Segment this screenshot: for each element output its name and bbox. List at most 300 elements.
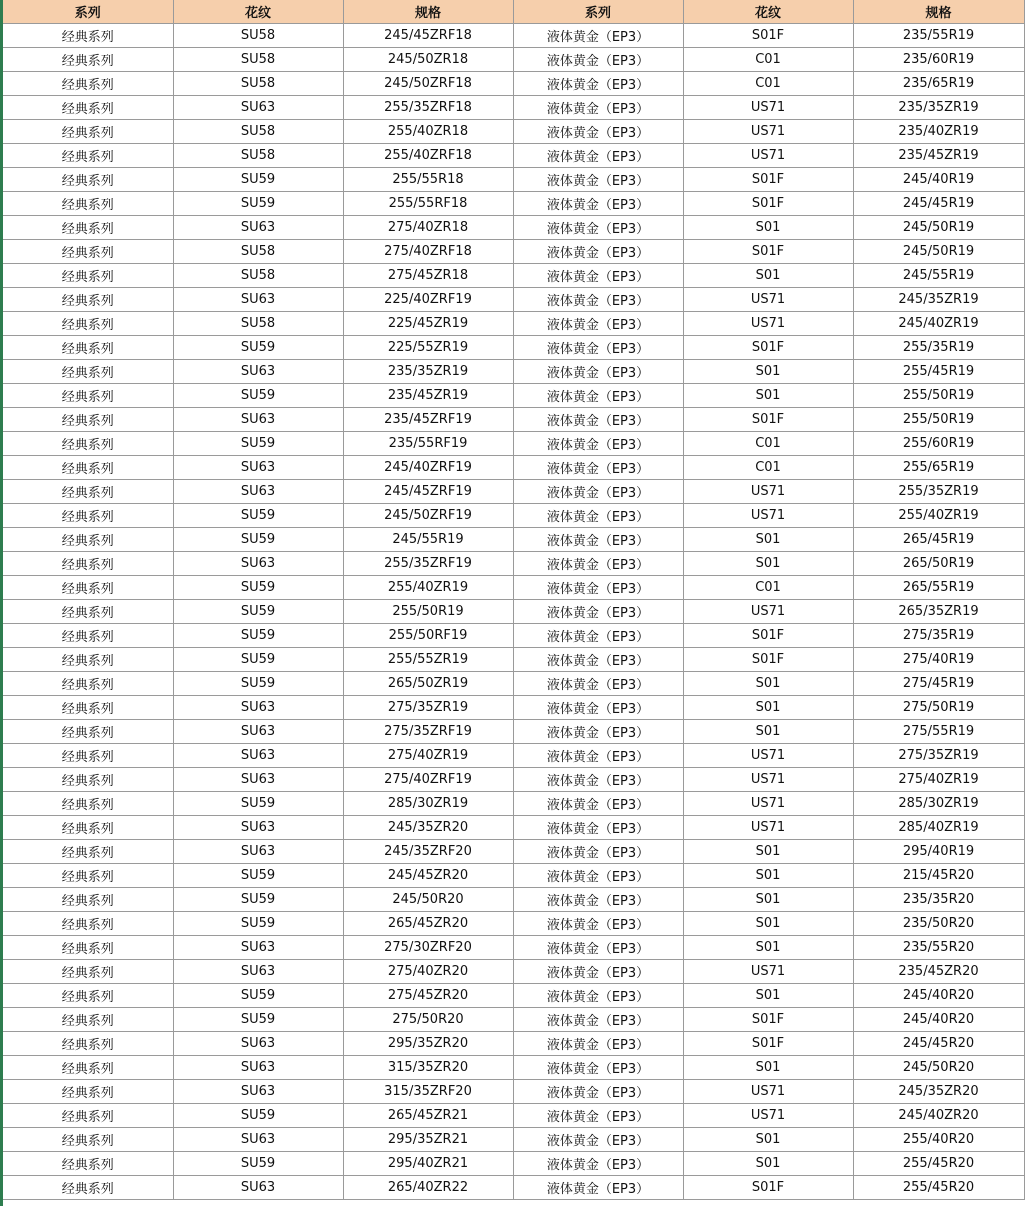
series-cell[interactable]: 液体黄金（EP3）	[513, 264, 683, 288]
pattern-cell[interactable]: SU63	[173, 840, 343, 864]
series-cell[interactable]: 液体黄金（EP3）	[513, 192, 683, 216]
series-cell[interactable]: 经典系列	[3, 192, 173, 216]
spec-cell[interactable]: 315/35ZRF20	[343, 1080, 513, 1104]
series-cell[interactable]: 经典系列	[3, 1056, 173, 1080]
spec-cell[interactable]: 315/35ZR20	[343, 1056, 513, 1080]
pattern-cell[interactable]: SU59	[173, 888, 343, 912]
spec-cell[interactable]: 275/40ZRF19	[343, 768, 513, 792]
pattern-cell[interactable]: SU59	[173, 912, 343, 936]
pattern-cell[interactable]: SU59	[173, 1152, 343, 1176]
series-cell[interactable]: 液体黄金（EP3）	[513, 1032, 683, 1056]
spec-cell[interactable]: 285/40ZR19	[853, 816, 1024, 840]
pattern-cell[interactable]: S01	[683, 216, 853, 240]
series-cell[interactable]: 经典系列	[3, 672, 173, 696]
series-cell[interactable]: 液体黄金（EP3）	[513, 504, 683, 528]
pattern-cell[interactable]: SU58	[173, 48, 343, 72]
pattern-cell[interactable]: C01	[683, 456, 853, 480]
spec-cell[interactable]: 255/35ZRF18	[343, 96, 513, 120]
pattern-cell[interactable]: S01	[683, 696, 853, 720]
spec-cell[interactable]: 245/50R19	[853, 216, 1024, 240]
pattern-cell[interactable]: US71	[683, 600, 853, 624]
spec-cell[interactable]: 245/50R20	[853, 1056, 1024, 1080]
spec-cell[interactable]: 245/45ZRF18	[343, 24, 513, 48]
spec-cell[interactable]: 245/35ZR20	[853, 1080, 1024, 1104]
spec-cell[interactable]: 245/45R20	[853, 1032, 1024, 1056]
pattern-cell[interactable]: S01F	[683, 168, 853, 192]
header-cell-spec-1[interactable]: 规格	[343, 0, 513, 24]
series-cell[interactable]: 液体黄金（EP3）	[513, 1056, 683, 1080]
series-cell[interactable]: 液体黄金（EP3）	[513, 792, 683, 816]
pattern-cell[interactable]: SU63	[173, 936, 343, 960]
pattern-cell[interactable]: US71	[683, 1104, 853, 1128]
header-cell-pattern-1[interactable]: 花纹	[173, 0, 343, 24]
spec-cell[interactable]: 245/50R20	[343, 888, 513, 912]
series-cell[interactable]: 经典系列	[3, 408, 173, 432]
pattern-cell[interactable]: SU63	[173, 1032, 343, 1056]
spec-cell[interactable]: 275/35ZR19	[343, 696, 513, 720]
series-cell[interactable]: 液体黄金（EP3）	[513, 1104, 683, 1128]
spec-cell[interactable]: 245/50R19	[853, 240, 1024, 264]
series-cell[interactable]: 液体黄金（EP3）	[513, 1128, 683, 1152]
spec-cell[interactable]: 275/45R19	[853, 672, 1024, 696]
spec-cell[interactable]: 235/45ZR20	[853, 960, 1024, 984]
spec-cell[interactable]: 275/40ZR20	[343, 960, 513, 984]
pattern-cell[interactable]: SU59	[173, 624, 343, 648]
pattern-cell[interactable]: S01F	[683, 240, 853, 264]
spec-cell[interactable]: 255/50R19	[853, 408, 1024, 432]
spec-cell[interactable]: 275/50R20	[343, 1008, 513, 1032]
pattern-cell[interactable]: S01	[683, 888, 853, 912]
spec-cell[interactable]: 255/65R19	[853, 456, 1024, 480]
series-cell[interactable]: 经典系列	[3, 1176, 173, 1200]
header-cell-series-2[interactable]: 系列	[513, 0, 683, 24]
pattern-cell[interactable]: SU63	[173, 360, 343, 384]
series-cell[interactable]: 液体黄金（EP3）	[513, 600, 683, 624]
spec-cell[interactable]: 245/40R19	[853, 168, 1024, 192]
pattern-cell[interactable]: US71	[683, 816, 853, 840]
pattern-cell[interactable]: SU59	[173, 648, 343, 672]
spec-cell[interactable]: 265/50ZR19	[343, 672, 513, 696]
spec-cell[interactable]: 235/40ZR19	[853, 120, 1024, 144]
spec-cell[interactable]: 275/40ZR19	[343, 744, 513, 768]
pattern-cell[interactable]: S01F	[683, 648, 853, 672]
spec-cell[interactable]: 245/55R19	[343, 528, 513, 552]
spec-cell[interactable]: 235/65R19	[853, 72, 1024, 96]
series-cell[interactable]: 液体黄金（EP3）	[513, 96, 683, 120]
pattern-cell[interactable]: SU63	[173, 456, 343, 480]
series-cell[interactable]: 经典系列	[3, 384, 173, 408]
pattern-cell[interactable]: SU59	[173, 384, 343, 408]
header-cell-spec-2[interactable]: 规格	[853, 0, 1024, 24]
spec-cell[interactable]: 255/45R20	[853, 1176, 1024, 1200]
header-cell-pattern-2[interactable]: 花纹	[683, 0, 853, 24]
series-cell[interactable]: 经典系列	[3, 432, 173, 456]
series-cell[interactable]: 液体黄金（EP3）	[513, 984, 683, 1008]
spec-cell[interactable]: 235/55RF19	[343, 432, 513, 456]
spec-cell[interactable]: 255/45R20	[853, 1152, 1024, 1176]
pattern-cell[interactable]: S01	[683, 672, 853, 696]
series-cell[interactable]: 液体黄金（EP3）	[513, 48, 683, 72]
spec-cell[interactable]: 275/35ZR19	[853, 744, 1024, 768]
pattern-cell[interactable]: SU58	[173, 120, 343, 144]
spec-cell[interactable]: 235/55R20	[853, 936, 1024, 960]
pattern-cell[interactable]: SU63	[173, 1176, 343, 1200]
pattern-cell[interactable]: S01	[683, 1128, 853, 1152]
series-cell[interactable]: 液体黄金（EP3）	[513, 720, 683, 744]
spec-cell[interactable]: 255/35ZRF19	[343, 552, 513, 576]
series-cell[interactable]: 经典系列	[3, 168, 173, 192]
spec-cell[interactable]: 275/40ZR19	[853, 768, 1024, 792]
series-cell[interactable]: 液体黄金（EP3）	[513, 336, 683, 360]
spec-cell[interactable]: 275/40R19	[853, 648, 1024, 672]
series-cell[interactable]: 经典系列	[3, 864, 173, 888]
spec-cell[interactable]: 255/55RF18	[343, 192, 513, 216]
spec-cell[interactable]: 285/30ZR19	[853, 792, 1024, 816]
spec-cell[interactable]: 245/40R20	[853, 984, 1024, 1008]
series-cell[interactable]: 经典系列	[3, 984, 173, 1008]
series-cell[interactable]: 液体黄金（EP3）	[513, 744, 683, 768]
pattern-cell[interactable]: S01	[683, 384, 853, 408]
pattern-cell[interactable]: SU58	[173, 24, 343, 48]
spec-cell[interactable]: 245/50ZRF19	[343, 504, 513, 528]
series-cell[interactable]: 经典系列	[3, 504, 173, 528]
pattern-cell[interactable]: S01	[683, 264, 853, 288]
pattern-cell[interactable]: S01	[683, 984, 853, 1008]
spec-cell[interactable]: 255/60R19	[853, 432, 1024, 456]
spec-cell[interactable]: 235/60R19	[853, 48, 1024, 72]
spec-cell[interactable]: 245/40ZRF19	[343, 456, 513, 480]
series-cell[interactable]: 液体黄金（EP3）	[513, 216, 683, 240]
spec-cell[interactable]: 215/45R20	[853, 864, 1024, 888]
pattern-cell[interactable]: S01F	[683, 336, 853, 360]
pattern-cell[interactable]: SU63	[173, 1080, 343, 1104]
pattern-cell[interactable]: SU63	[173, 1056, 343, 1080]
series-cell[interactable]: 经典系列	[3, 24, 173, 48]
spec-cell[interactable]: 295/35ZR21	[343, 1128, 513, 1152]
spec-cell[interactable]: 245/55R19	[853, 264, 1024, 288]
pattern-cell[interactable]: US71	[683, 312, 853, 336]
series-cell[interactable]: 液体黄金（EP3）	[513, 696, 683, 720]
spec-cell[interactable]: 245/45ZR20	[343, 864, 513, 888]
pattern-cell[interactable]: S01	[683, 840, 853, 864]
series-cell[interactable]: 经典系列	[3, 648, 173, 672]
pattern-cell[interactable]: SU63	[173, 408, 343, 432]
pattern-cell[interactable]: S01	[683, 912, 853, 936]
series-cell[interactable]: 液体黄金（EP3）	[513, 552, 683, 576]
spec-cell[interactable]: 275/30ZRF20	[343, 936, 513, 960]
spec-cell[interactable]: 255/55ZR19	[343, 648, 513, 672]
pattern-cell[interactable]: SU59	[173, 504, 343, 528]
pattern-cell[interactable]: SU58	[173, 264, 343, 288]
spec-cell[interactable]: 295/35ZR20	[343, 1032, 513, 1056]
spec-cell[interactable]: 245/40ZR20	[853, 1104, 1024, 1128]
series-cell[interactable]: 经典系列	[3, 960, 173, 984]
series-cell[interactable]: 液体黄金（EP3）	[513, 408, 683, 432]
spec-cell[interactable]: 255/40R20	[853, 1128, 1024, 1152]
spec-cell[interactable]: 235/45ZRF19	[343, 408, 513, 432]
series-cell[interactable]: 液体黄金（EP3）	[513, 432, 683, 456]
pattern-cell[interactable]: S01	[683, 360, 853, 384]
spec-cell[interactable]: 275/40ZRF18	[343, 240, 513, 264]
series-cell[interactable]: 液体黄金（EP3）	[513, 576, 683, 600]
series-cell[interactable]: 经典系列	[3, 1152, 173, 1176]
pattern-cell[interactable]: SU63	[173, 480, 343, 504]
series-cell[interactable]: 经典系列	[3, 288, 173, 312]
spec-cell[interactable]: 235/50R20	[853, 912, 1024, 936]
pattern-cell[interactable]: SU63	[173, 720, 343, 744]
spec-cell[interactable]: 255/40ZR19	[853, 504, 1024, 528]
spec-cell[interactable]: 265/45ZR21	[343, 1104, 513, 1128]
pattern-cell[interactable]: S01F	[683, 192, 853, 216]
series-cell[interactable]: 液体黄金（EP3）	[513, 240, 683, 264]
spec-cell[interactable]: 265/40ZR22	[343, 1176, 513, 1200]
pattern-cell[interactable]: SU59	[173, 792, 343, 816]
pattern-cell[interactable]: S01	[683, 1056, 853, 1080]
series-cell[interactable]: 经典系列	[3, 120, 173, 144]
pattern-cell[interactable]: S01F	[683, 24, 853, 48]
spec-cell[interactable]: 255/40ZR19	[343, 576, 513, 600]
pattern-cell[interactable]: SU59	[173, 672, 343, 696]
pattern-cell[interactable]: SU59	[173, 432, 343, 456]
spec-cell[interactable]: 255/45R19	[853, 360, 1024, 384]
pattern-cell[interactable]: C01	[683, 576, 853, 600]
series-cell[interactable]: 液体黄金（EP3）	[513, 480, 683, 504]
spec-cell[interactable]: 235/35R20	[853, 888, 1024, 912]
pattern-cell[interactable]: SU59	[173, 576, 343, 600]
series-cell[interactable]: 液体黄金（EP3）	[513, 288, 683, 312]
series-cell[interactable]: 经典系列	[3, 840, 173, 864]
series-cell[interactable]: 经典系列	[3, 264, 173, 288]
pattern-cell[interactable]: SU58	[173, 312, 343, 336]
pattern-cell[interactable]: S01	[683, 720, 853, 744]
spec-cell[interactable]: 295/40R19	[853, 840, 1024, 864]
series-cell[interactable]: 液体黄金（EP3）	[513, 144, 683, 168]
series-cell[interactable]: 经典系列	[3, 48, 173, 72]
series-cell[interactable]: 液体黄金（EP3）	[513, 312, 683, 336]
pattern-cell[interactable]: C01	[683, 48, 853, 72]
pattern-cell[interactable]: SU63	[173, 768, 343, 792]
pattern-cell[interactable]: SU63	[173, 816, 343, 840]
spec-cell[interactable]: 275/50R19	[853, 696, 1024, 720]
spec-cell[interactable]: 225/45ZR19	[343, 312, 513, 336]
spec-cell[interactable]: 245/35ZR20	[343, 816, 513, 840]
spec-cell[interactable]: 235/45ZR19	[853, 144, 1024, 168]
series-cell[interactable]: 经典系列	[3, 360, 173, 384]
series-cell[interactable]: 液体黄金（EP3）	[513, 816, 683, 840]
pattern-cell[interactable]: SU63	[173, 1128, 343, 1152]
series-cell[interactable]: 经典系列	[3, 312, 173, 336]
spec-cell[interactable]: 255/35ZR19	[853, 480, 1024, 504]
pattern-cell[interactable]: US71	[683, 792, 853, 816]
series-cell[interactable]: 经典系列	[3, 144, 173, 168]
spec-cell[interactable]: 295/40ZR21	[343, 1152, 513, 1176]
series-cell[interactable]: 液体黄金（EP3）	[513, 72, 683, 96]
series-cell[interactable]: 经典系列	[3, 816, 173, 840]
series-cell[interactable]: 经典系列	[3, 552, 173, 576]
series-cell[interactable]: 经典系列	[3, 600, 173, 624]
spec-cell[interactable]: 225/40ZRF19	[343, 288, 513, 312]
pattern-cell[interactable]: SU59	[173, 192, 343, 216]
pattern-cell[interactable]: SU63	[173, 696, 343, 720]
series-cell[interactable]: 液体黄金（EP3）	[513, 624, 683, 648]
pattern-cell[interactable]: S01	[683, 936, 853, 960]
pattern-cell[interactable]: SU59	[173, 600, 343, 624]
series-cell[interactable]: 经典系列	[3, 1080, 173, 1104]
series-cell[interactable]: 液体黄金（EP3）	[513, 384, 683, 408]
series-cell[interactable]: 液体黄金（EP3）	[513, 168, 683, 192]
series-cell[interactable]: 液体黄金（EP3）	[513, 1152, 683, 1176]
series-cell[interactable]: 液体黄金（EP3）	[513, 672, 683, 696]
spec-cell[interactable]: 245/40ZR19	[853, 312, 1024, 336]
pattern-cell[interactable]: SU59	[173, 336, 343, 360]
pattern-cell[interactable]: S01F	[683, 1008, 853, 1032]
pattern-cell[interactable]: S01F	[683, 1032, 853, 1056]
series-cell[interactable]: 经典系列	[3, 528, 173, 552]
pattern-cell[interactable]: SU63	[173, 216, 343, 240]
series-cell[interactable]: 液体黄金（EP3）	[513, 1008, 683, 1032]
series-cell[interactable]: 液体黄金（EP3）	[513, 840, 683, 864]
series-cell[interactable]: 经典系列	[3, 768, 173, 792]
pattern-cell[interactable]: SU63	[173, 96, 343, 120]
spec-cell[interactable]: 265/45R19	[853, 528, 1024, 552]
header-cell-series-1[interactable]: 系列	[3, 0, 173, 24]
pattern-cell[interactable]: SU59	[173, 864, 343, 888]
series-cell[interactable]: 液体黄金（EP3）	[513, 24, 683, 48]
series-cell[interactable]: 经典系列	[3, 624, 173, 648]
spec-cell[interactable]: 255/40ZRF18	[343, 144, 513, 168]
spec-cell[interactable]: 235/35ZR19	[343, 360, 513, 384]
pattern-cell[interactable]: SU63	[173, 552, 343, 576]
spec-cell[interactable]: 245/45ZRF19	[343, 480, 513, 504]
spec-cell[interactable]: 235/45ZR19	[343, 384, 513, 408]
series-cell[interactable]: 经典系列	[3, 888, 173, 912]
series-cell[interactable]: 经典系列	[3, 912, 173, 936]
pattern-cell[interactable]: S01	[683, 552, 853, 576]
spec-cell[interactable]: 245/35ZR19	[853, 288, 1024, 312]
series-cell[interactable]: 经典系列	[3, 936, 173, 960]
pattern-cell[interactable]: C01	[683, 432, 853, 456]
series-cell[interactable]: 经典系列	[3, 72, 173, 96]
pattern-cell[interactable]: SU58	[173, 144, 343, 168]
series-cell[interactable]: 液体黄金（EP3）	[513, 960, 683, 984]
series-cell[interactable]: 液体黄金（EP3）	[513, 120, 683, 144]
pattern-cell[interactable]: US71	[683, 504, 853, 528]
series-cell[interactable]: 液体黄金（EP3）	[513, 1080, 683, 1104]
pattern-cell[interactable]: US71	[683, 144, 853, 168]
spec-cell[interactable]: 265/50R19	[853, 552, 1024, 576]
spec-cell[interactable]: 275/45ZR20	[343, 984, 513, 1008]
series-cell[interactable]: 经典系列	[3, 456, 173, 480]
pattern-cell[interactable]: US71	[683, 288, 853, 312]
series-cell[interactable]: 液体黄金（EP3）	[513, 912, 683, 936]
pattern-cell[interactable]: S01	[683, 528, 853, 552]
spec-cell[interactable]: 245/40R20	[853, 1008, 1024, 1032]
series-cell[interactable]: 液体黄金（EP3）	[513, 936, 683, 960]
series-cell[interactable]: 经典系列	[3, 792, 173, 816]
spec-cell[interactable]: 255/35R19	[853, 336, 1024, 360]
series-cell[interactable]: 液体黄金（EP3）	[513, 888, 683, 912]
spec-cell[interactable]: 265/45ZR20	[343, 912, 513, 936]
spec-cell[interactable]: 275/35ZRF19	[343, 720, 513, 744]
pattern-cell[interactable]: US71	[683, 96, 853, 120]
series-cell[interactable]: 液体黄金（EP3）	[513, 528, 683, 552]
pattern-cell[interactable]: US71	[683, 744, 853, 768]
spec-cell[interactable]: 235/55R19	[853, 24, 1024, 48]
pattern-cell[interactable]: SU58	[173, 72, 343, 96]
series-cell[interactable]: 经典系列	[3, 96, 173, 120]
spec-cell[interactable]: 275/45ZR18	[343, 264, 513, 288]
spec-cell[interactable]: 265/55R19	[853, 576, 1024, 600]
series-cell[interactable]: 经典系列	[3, 720, 173, 744]
pattern-cell[interactable]: SU59	[173, 1008, 343, 1032]
spec-cell[interactable]: 245/45R19	[853, 192, 1024, 216]
pattern-cell[interactable]: US71	[683, 1080, 853, 1104]
series-cell[interactable]: 经典系列	[3, 1128, 173, 1152]
spec-cell[interactable]: 255/55R18	[343, 168, 513, 192]
pattern-cell[interactable]: SU58	[173, 240, 343, 264]
pattern-cell[interactable]: SU59	[173, 528, 343, 552]
pattern-cell[interactable]: S01	[683, 864, 853, 888]
series-cell[interactable]: 经典系列	[3, 576, 173, 600]
pattern-cell[interactable]: SU63	[173, 288, 343, 312]
series-cell[interactable]: 经典系列	[3, 336, 173, 360]
spec-cell[interactable]: 275/40ZR18	[343, 216, 513, 240]
series-cell[interactable]: 液体黄金（EP3）	[513, 864, 683, 888]
pattern-cell[interactable]: US71	[683, 960, 853, 984]
pattern-cell[interactable]: SU63	[173, 960, 343, 984]
spec-cell[interactable]: 275/35R19	[853, 624, 1024, 648]
series-cell[interactable]: 经典系列	[3, 744, 173, 768]
spec-cell[interactable]: 285/30ZR19	[343, 792, 513, 816]
pattern-cell[interactable]: S01	[683, 1152, 853, 1176]
series-cell[interactable]: 液体黄金（EP3）	[513, 648, 683, 672]
pattern-cell[interactable]: SU59	[173, 168, 343, 192]
spec-cell[interactable]: 255/40ZR18	[343, 120, 513, 144]
spec-cell[interactable]: 225/55ZR19	[343, 336, 513, 360]
spec-cell[interactable]: 275/55R19	[853, 720, 1024, 744]
series-cell[interactable]: 经典系列	[3, 696, 173, 720]
series-cell[interactable]: 经典系列	[3, 1032, 173, 1056]
spec-cell[interactable]: 255/50RF19	[343, 624, 513, 648]
spec-cell[interactable]: 255/50R19	[343, 600, 513, 624]
pattern-cell[interactable]: S01F	[683, 408, 853, 432]
series-cell[interactable]: 经典系列	[3, 1008, 173, 1032]
series-cell[interactable]: 经典系列	[3, 480, 173, 504]
pattern-cell[interactable]: SU59	[173, 984, 343, 1008]
spec-cell[interactable]: 235/35ZR19	[853, 96, 1024, 120]
series-cell[interactable]: 经典系列	[3, 240, 173, 264]
spec-cell[interactable]: 245/50ZRF18	[343, 72, 513, 96]
series-cell[interactable]: 液体黄金（EP3）	[513, 768, 683, 792]
series-cell[interactable]: 液体黄金（EP3）	[513, 456, 683, 480]
pattern-cell[interactable]: S01F	[683, 624, 853, 648]
spec-cell[interactable]: 265/35ZR19	[853, 600, 1024, 624]
spec-cell[interactable]: 245/35ZRF20	[343, 840, 513, 864]
series-cell[interactable]: 液体黄金（EP3）	[513, 360, 683, 384]
series-cell[interactable]: 经典系列	[3, 216, 173, 240]
pattern-cell[interactable]: SU59	[173, 1104, 343, 1128]
series-cell[interactable]: 经典系列	[3, 1104, 173, 1128]
series-cell[interactable]: 液体黄金（EP3）	[513, 1176, 683, 1200]
spec-cell[interactable]: 255/50R19	[853, 384, 1024, 408]
pattern-cell[interactable]: C01	[683, 72, 853, 96]
pattern-cell[interactable]: US71	[683, 480, 853, 504]
pattern-cell[interactable]: US71	[683, 768, 853, 792]
spec-cell[interactable]: 245/50ZR18	[343, 48, 513, 72]
pattern-cell[interactable]: S01F	[683, 1176, 853, 1200]
pattern-cell[interactable]: US71	[683, 120, 853, 144]
pattern-cell[interactable]: SU63	[173, 744, 343, 768]
